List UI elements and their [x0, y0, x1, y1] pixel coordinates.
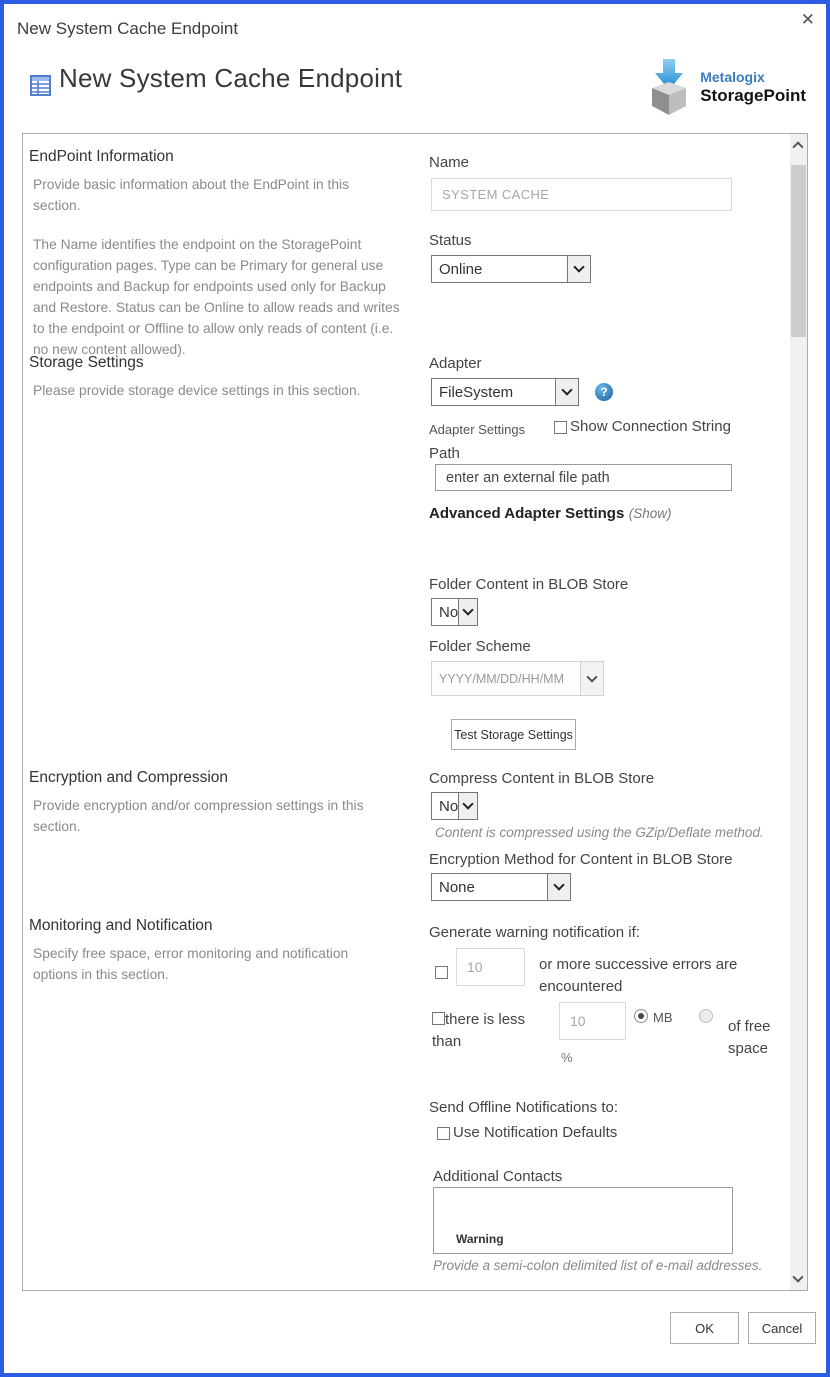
scrollbar-thumb[interactable] — [791, 165, 806, 337]
cancel-button[interactable]: Cancel — [748, 1312, 816, 1344]
window-title: New System Cache Endpoint — [17, 19, 239, 38]
show-connection-string-checkbox[interactable] — [554, 421, 567, 434]
contacts-note: Provide a semi-colon delimited list of e-mail addresses. — [433, 1258, 763, 1273]
folder-scheme-label: Folder Scheme — [429, 638, 531, 655]
successive-errors-checkbox[interactable] — [435, 966, 448, 979]
advanced-adapter-settings-show-toggle[interactable]: (Show) — [628, 506, 672, 521]
adapter-select[interactable] — [431, 378, 579, 406]
endpoint-document-icon — [30, 75, 51, 101]
path-input[interactable] — [435, 464, 732, 491]
encryption-method-select-chevron-icon — [547, 874, 570, 900]
status-label: Status — [429, 232, 472, 249]
section-desc-endpoint-2: The Name identifies the endpoint on the StoragePoint configuration pages. Type can be Primary for general use endpoints and Backup for endpoints used only for Backup and Restore. Status can be Online to allow reads and writes to the endpoint or Offline to allow only reads of content (i.e. no new content allowed). — [33, 237, 400, 357]
path-label: Path — [429, 445, 460, 462]
logo-text — [700, 69, 806, 105]
storagepoint-box-arrow-icon — [645, 58, 693, 116]
advanced-adapter-settings-label: Advanced Adapter Settings — [429, 505, 625, 522]
test-storage-settings-button[interactable]: Test Storage Settings — [451, 719, 576, 750]
folder-scheme-select-value: YYYY/MM/DD/HH/MM — [439, 671, 564, 686]
adapter-settings-label: Adapter Settings — [429, 422, 526, 437]
page-title: New System Cache Endpoint — [59, 63, 403, 93]
less-than-text: there is less than — [432, 1011, 526, 1050]
compress-content-select-value: No — [439, 797, 458, 815]
successive-errors-text: or more successive errors are encountered — [539, 956, 738, 995]
folder-content-select-chevron-icon — [458, 599, 477, 625]
close-icon[interactable]: ✕ — [800, 10, 815, 29]
section-title-encryption-compression: Encryption and Compression — [29, 769, 229, 786]
successive-errors-input[interactable] — [456, 948, 525, 986]
less-than-row — [432, 1009, 548, 1053]
unit-percent-radio[interactable] — [699, 1009, 713, 1023]
generate-warning-label: Generate warning notification if: — [429, 924, 640, 941]
folder-content-select-value: No — [439, 603, 458, 621]
section-desc-storage: Please provide storage device settings in this section. — [33, 383, 361, 398]
folder-scheme-select[interactable] — [431, 661, 604, 696]
scrollbar-up-icon[interactable] — [792, 141, 803, 152]
contacts-warning-text: Warning — [456, 1232, 504, 1246]
use-notification-defaults-label: Use Notification Defaults — [453, 1124, 618, 1141]
encryption-method-label: Encryption Method for Content in BLOB Store — [429, 851, 733, 868]
compress-note: Content is compressed using the GZip/Deflate method. — [435, 825, 764, 840]
folder-scheme-select-chevron-icon — [580, 662, 603, 695]
section-desc-endpoint-1: Provide basic information about the EndPoint in this section. — [33, 177, 349, 213]
status-select-chevron-icon — [567, 256, 590, 282]
storagepoint-logo — [645, 58, 806, 116]
compress-content-label: Compress Content in BLOB Store — [429, 770, 655, 787]
ok-button[interactable]: OK — [670, 1312, 739, 1344]
logo-product: StoragePoint — [700, 86, 806, 105]
scrollbar[interactable] — [790, 134, 807, 1290]
encryption-method-select[interactable] — [431, 873, 571, 901]
free-space-checkbox[interactable] — [432, 1012, 445, 1025]
encryption-method-select-value: None — [439, 878, 475, 896]
folder-content-label: Folder Content in BLOB Store — [429, 576, 629, 593]
name-input[interactable] — [431, 178, 732, 211]
adapter-select-value: FileSystem — [439, 383, 514, 401]
advanced-adapter-settings-row — [429, 505, 672, 523]
send-offline-label: Send Offline Notifications to: — [429, 1099, 618, 1116]
additional-contacts-label: Additional Contacts — [433, 1168, 563, 1185]
section-title-storage-settings: Storage Settings — [29, 354, 144, 371]
logo-brand: Metalogix — [700, 69, 765, 85]
compress-content-select-chevron-icon — [458, 793, 477, 819]
name-label: Name — [429, 154, 470, 171]
unit-mb-radio[interactable] — [634, 1009, 648, 1023]
status-select[interactable] — [431, 255, 591, 283]
unit-mb-label: MB — [653, 1010, 673, 1025]
section-title-endpoint-information: EndPoint Information — [29, 148, 174, 165]
adapter-label: Adapter — [429, 355, 482, 372]
form-panel — [22, 133, 808, 1291]
free-space-text: of free space — [728, 1018, 771, 1057]
use-notification-defaults-checkbox[interactable] — [437, 1127, 450, 1140]
scrollbar-down-icon[interactable] — [792, 1271, 803, 1282]
show-connection-string-label: Show Connection String — [570, 418, 731, 435]
free-space-input[interactable] — [559, 1002, 626, 1040]
status-select-value: Online — [439, 260, 483, 278]
section-desc-monitoring: Specify free space, error monitoring and notification options in this section. — [33, 946, 349, 982]
section-desc-encryption: Provide encryption and/or compression settings in this section. — [33, 798, 364, 834]
adapter-help-icon[interactable]: ? — [595, 383, 613, 401]
compress-content-select[interactable] — [431, 792, 478, 820]
section-title-monitoring-notification: Monitoring and Notification — [29, 917, 213, 934]
percent-unit-label: % — [561, 1050, 573, 1065]
adapter-select-chevron-icon — [555, 379, 578, 405]
folder-content-select[interactable] — [431, 598, 478, 626]
